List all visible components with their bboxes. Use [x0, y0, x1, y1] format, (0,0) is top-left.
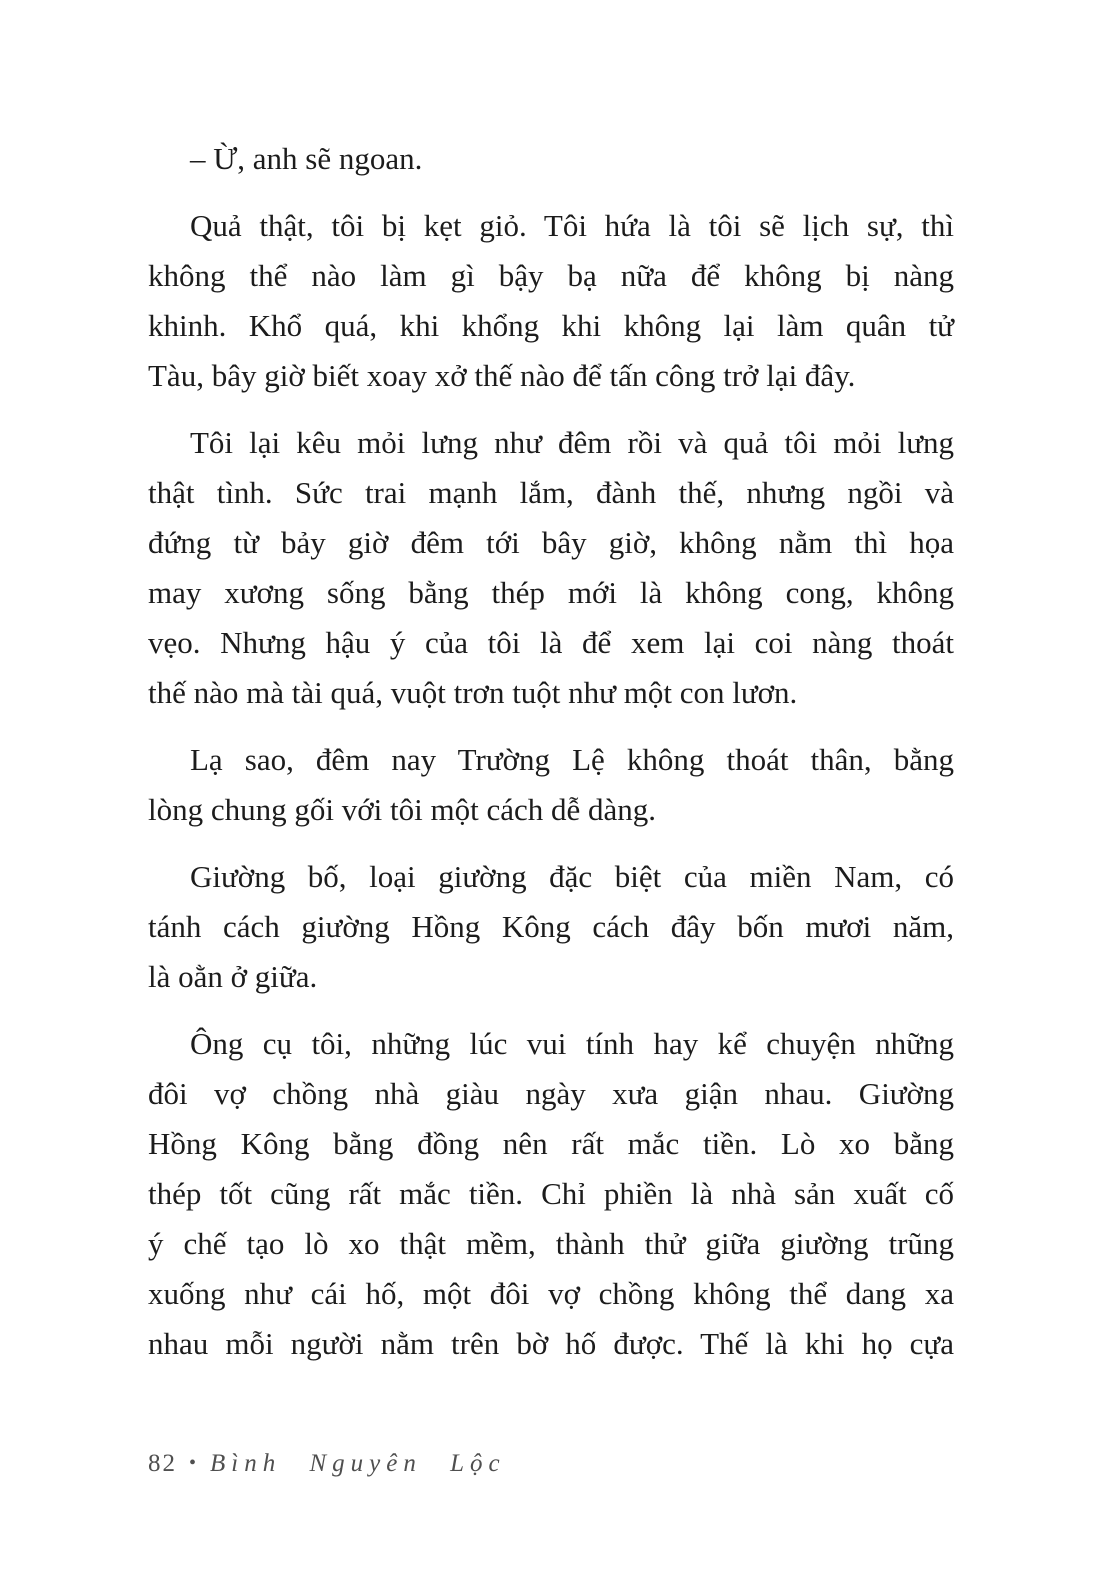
- text-line: may xương sống bằng thép mới là không cong, không: [148, 575, 954, 610]
- paragraph: [148, 134, 954, 184]
- text-block: [148, 134, 954, 1369]
- text-line: lòng chung gối với tôi một cách dễ dàng.: [148, 792, 656, 827]
- footer-separator-dot: •: [189, 1452, 197, 1474]
- text-line: nhau mỗi người nằm trên bờ hố được. Thế là khi họ cựa: [148, 1326, 954, 1361]
- paragraph: [148, 418, 954, 718]
- paragraph: [148, 1019, 954, 1369]
- text-line: là oằn ở giữa.: [148, 959, 318, 994]
- text-line: khinh. Khổ quá, khi khổng khi không lại làm quân tử: [148, 308, 954, 343]
- text-line: Quả thật, tôi bị kẹt giỏ. Tôi hứa là tôi sẽ lịch sự, thì: [190, 208, 954, 243]
- text-line: Hồng Kông bằng đồng nên rất mắc tiền. Lò xo bằng: [148, 1126, 954, 1161]
- text-line: thép tốt cũng rất mắc tiền. Chỉ phiền là nhà sản xuất cố: [148, 1176, 954, 1211]
- text-line: – Ừ, anh sẽ ngoan.: [190, 141, 423, 176]
- text-line: ý chế tạo lò xo thật mềm, thành thử giữa giường trũng: [148, 1226, 954, 1261]
- text-line: thật tình. Sức trai mạnh lắm, đành thế, nhưng ngồi và: [148, 475, 954, 510]
- text-line: đôi vợ chồng nhà giàu ngày xưa giận nhau. Giường: [148, 1076, 954, 1111]
- paragraph: [148, 201, 954, 401]
- text-line: Tôi lại kêu mỏi lưng như đêm rồi và quả tôi mỏi lưng: [190, 425, 954, 460]
- text-line: Tàu, bây giờ biết xoay xở thế nào để tấn công trở lại đây.: [148, 358, 856, 393]
- text-line: xuống như cái hố, một đôi vợ chồng không thể dang xa: [148, 1276, 954, 1311]
- text-line: vẹo. Nhưng hậu ý của tôi là để xem lại coi nàng thoát: [148, 625, 954, 660]
- text-line: đứng từ bảy giờ đêm tới bây giờ, không nằm thì họa: [148, 525, 954, 560]
- paragraph: [148, 852, 954, 1002]
- text-line: tánh cách giường Hồng Kông cách đây bốn mươi năm,: [148, 909, 954, 944]
- page-footer: [148, 1446, 506, 1481]
- page-number: 82: [148, 1450, 177, 1477]
- text-line: Giường bố, loại giường đặc biệt của miền Nam, có: [190, 859, 954, 894]
- author-name: Bình Nguyên Lộc: [210, 1450, 506, 1477]
- text-line: không thể nào làm gì bậy bạ nữa để không bị nàng: [148, 258, 954, 293]
- text-line: thế nào mà tài quá, vuột trơn tuột như một con lươn.: [148, 675, 798, 710]
- text-line: Lạ sao, đêm nay Trường Lệ không thoát thân, bằng: [190, 742, 954, 777]
- paragraph: [148, 735, 954, 835]
- text-line: Ông cụ tôi, những lúc vui tính hay kể chuyện những: [190, 1026, 954, 1061]
